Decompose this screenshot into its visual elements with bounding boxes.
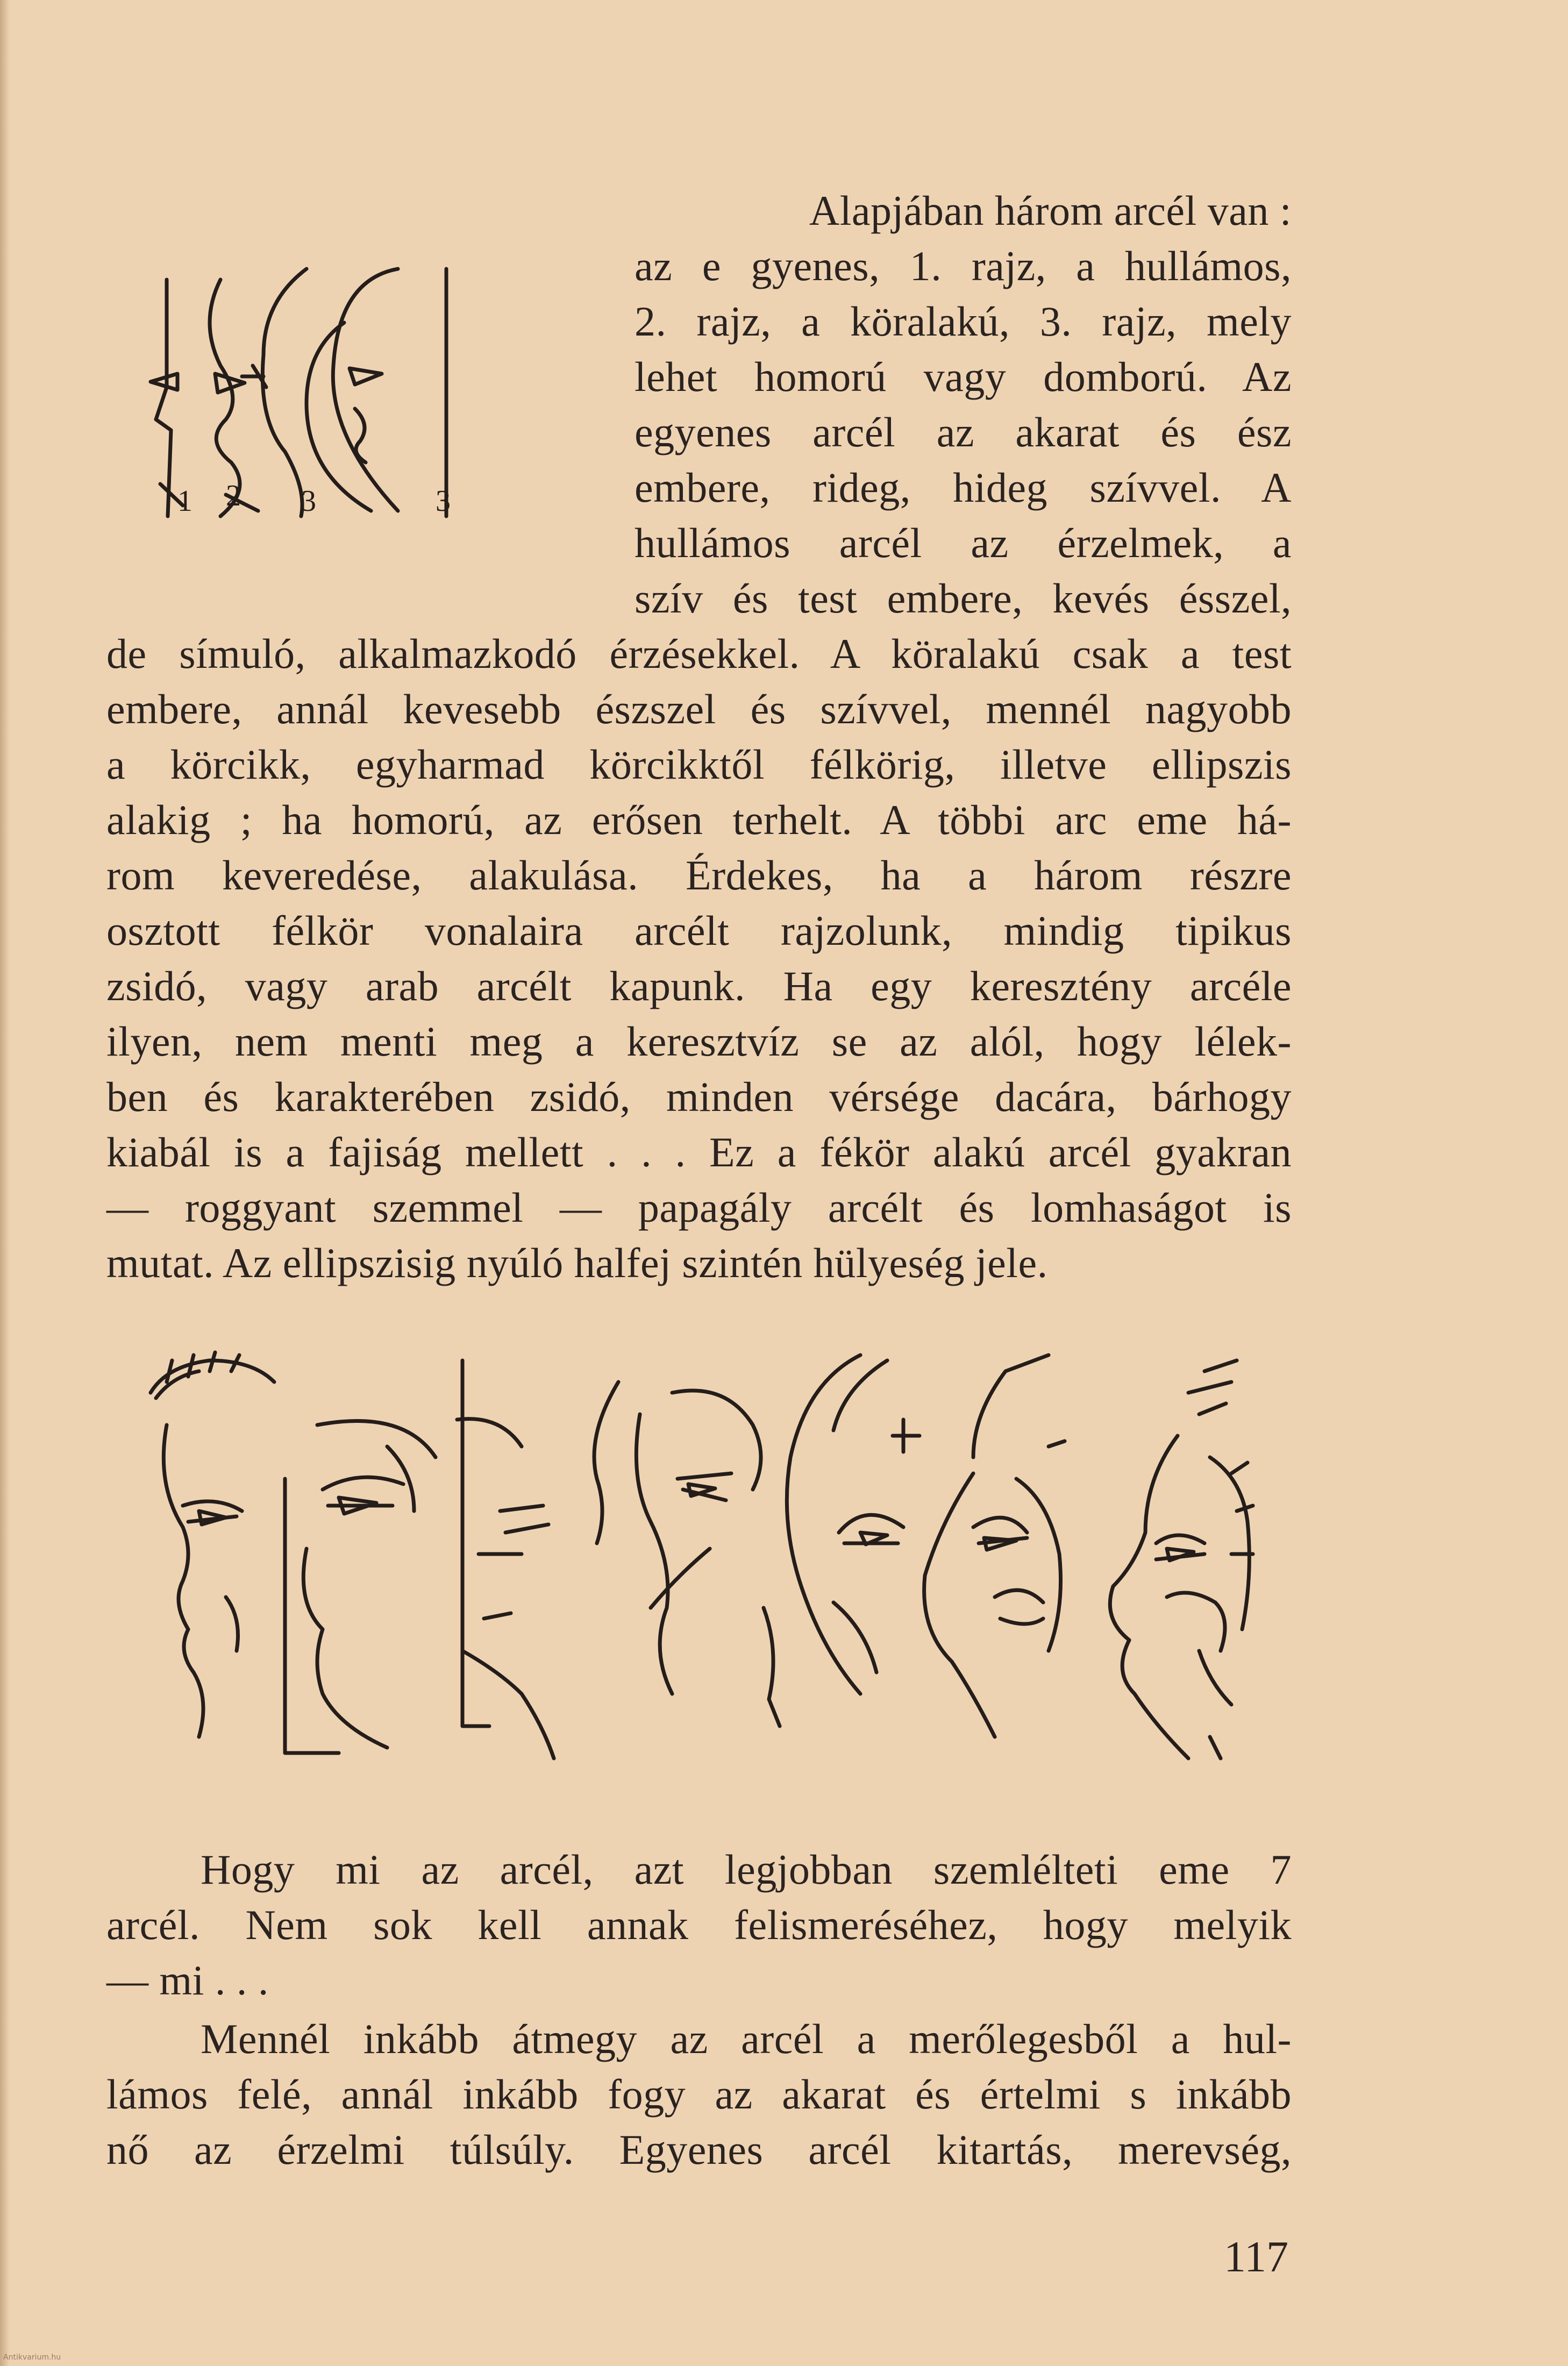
text-line: osztott félkör vonalaira arcélt rajzolunk, mindig tipikus (106, 907, 1292, 954)
text-line: az e gyenes, 1. rajz, a hullámos, (635, 243, 1292, 289)
text-line: zsidó, vagy arab arcélt kapunk. Ha egy keresztény arcéle (106, 963, 1292, 1009)
text-line: kiabál is a fajiság mellett . . . Ez a fékör alakú arcél gyakran (106, 1129, 1292, 1175)
text-line: lámos felé, annál inkább fogy az akarat és értelmi s inkább (106, 2071, 1292, 2118)
text-line: Alapjában három arcél van : (809, 187, 1292, 234)
round-profile-line (262, 269, 307, 516)
page-edge (0, 0, 10, 2366)
face-6-drawing (924, 1355, 1065, 1737)
text-line: Hogy mi az arcél, azt legjobban szemlélteti eme 7 (201, 1846, 1292, 1893)
face-7-drawing (1110, 1360, 1253, 1758)
text-line: embere, rideg, hideg szívvel. A (635, 464, 1292, 511)
text-line: egyenes arcél az akarat és ész (635, 409, 1292, 455)
figure-label-3a: 3 (301, 484, 316, 518)
text-line: de símuló, alkalmazkodó érzésekkel. A köralakú csak a test (106, 630, 1292, 677)
text-line: 2. rajz, a köralakú, 3. rajz, mely (635, 298, 1292, 345)
text-line: arcél. Nem sok kell annak felismeréséhez, hogy melyik (106, 1901, 1292, 1948)
face-5-drawing (787, 1355, 920, 1694)
text-line: ilyen, nem menti meg a keresztvíz se az alól, hogy lélek- (106, 1018, 1292, 1065)
figure-label-2: 2 (226, 479, 241, 512)
straight-profile-line (156, 280, 171, 516)
paragraph-1-full (106, 626, 1292, 1291)
face-3-drawing (457, 1360, 554, 1758)
face-1-drawing (151, 1352, 274, 1737)
paragraph-1-indented (635, 183, 1292, 626)
face-2-drawing (285, 1421, 436, 1754)
text-line: rom keveredése, alakulása. Érdekes, ha a három részre (106, 852, 1292, 899)
text-line: nő az érzelmi túlsúly. Egyenes arcél kitartás, merevség, (106, 2126, 1292, 2173)
text-line: lehet homorú vagy domború. Az (635, 353, 1292, 400)
text-line: ben és karakterében zsidó, minden vérsége dacára, bárhogy (106, 1073, 1292, 1120)
eye-mark-1 (151, 374, 177, 390)
profile-types-figure (145, 258, 532, 538)
text-line: a körcikk, egyharmad körcikktől félkörig, illetve ellipszis (106, 741, 1292, 788)
text-line: szív és test embere, kevés ésszel, (635, 575, 1292, 622)
paragraph-2 (106, 1842, 1292, 2008)
text-line: alakig ; ha homorú, az erősen terhelt. A többi arc eme há- (106, 796, 1292, 843)
watermark: Antikvarium.hu (3, 2353, 61, 2362)
text-line: hullámos arcél az érzelmek, a (635, 519, 1292, 566)
page-number: 117 (1224, 2232, 1288, 2281)
text-line: embere, annál kevesebb észszel és szívvel, mennél nagyobb (106, 686, 1292, 732)
text-line: mutat. Az ellipszisig nyúló halfej szintén hülyeség jele. (106, 1239, 1048, 1286)
figure-label-1: 1 (177, 484, 193, 518)
paragraph-3 (106, 2011, 1292, 2177)
text-line: Mennél inkább átmegy az arcél a merőlegesből a hul- (201, 2015, 1292, 2062)
text-line: — mi . . . (106, 1957, 269, 2004)
figure-label-3b: 3 (436, 484, 451, 518)
seven-profiles-figure (134, 1350, 1291, 1807)
face-4-drawing (594, 1382, 780, 1726)
text-line: — roggyant szemmel — papagály arcélt és lomhaságot is (106, 1184, 1292, 1231)
eye-mark-3 (350, 368, 382, 384)
